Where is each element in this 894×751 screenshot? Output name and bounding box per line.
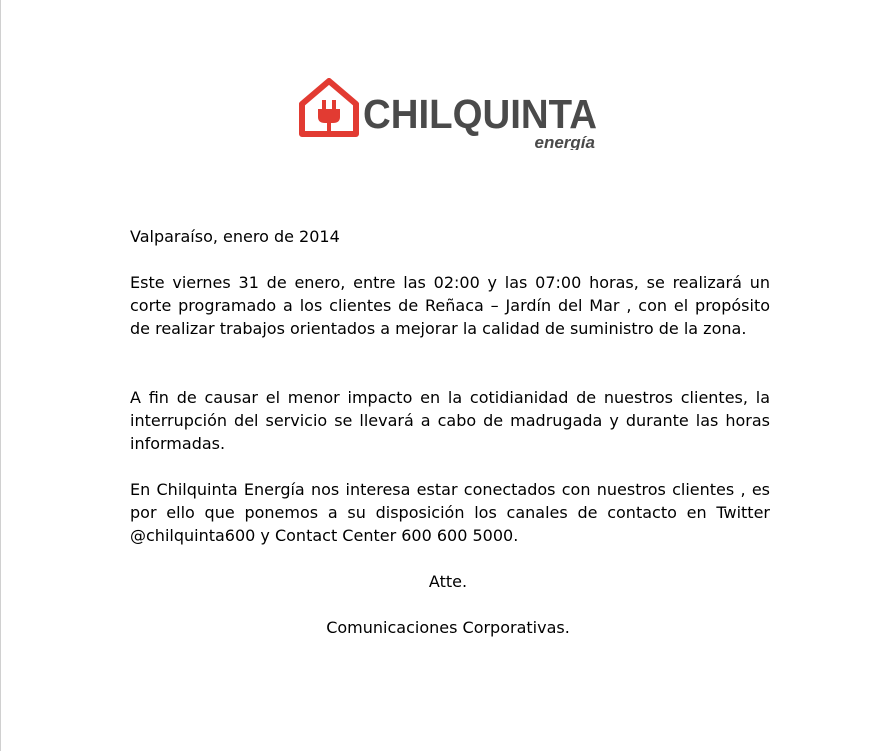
logo-brand: CHILQUINTA bbox=[363, 91, 597, 137]
paragraph-contact: En Chilquinta Energía nos interesa estar conectados con nuestros clientes , es por ello que ponemos a su disposición los canales de contacto en Twitter @chilquinta600 y Contact Center 600 600 5000. bbox=[130, 480, 770, 545]
logo-tagline: energía bbox=[534, 133, 595, 150]
paragraph-outage: Este viernes 31 de enero, entre las 02:00 y las 07:00 horas, se realizará un corte programado a los clientes de Reñaca – Jardín del Mar , con el propósito de realizar trabajos orientados a mejorar la calidad de suministro de la zona. bbox=[130, 273, 770, 338]
closing: Atte. bbox=[428, 572, 468, 591]
paragraph-impact: A fin de causar el menor impacto en la cotidianidad de nuestros clientes, la interrupción del servicio se llevará a cabo de madrugada y durante las horas informadas. bbox=[130, 388, 770, 453]
date-line: Valparaíso, enero de 2014 bbox=[130, 227, 340, 246]
house-plug-icon bbox=[299, 78, 599, 150]
signature: Comunicaciones Corporativas. bbox=[326, 618, 570, 637]
chilquinta-logo bbox=[299, 78, 599, 150]
